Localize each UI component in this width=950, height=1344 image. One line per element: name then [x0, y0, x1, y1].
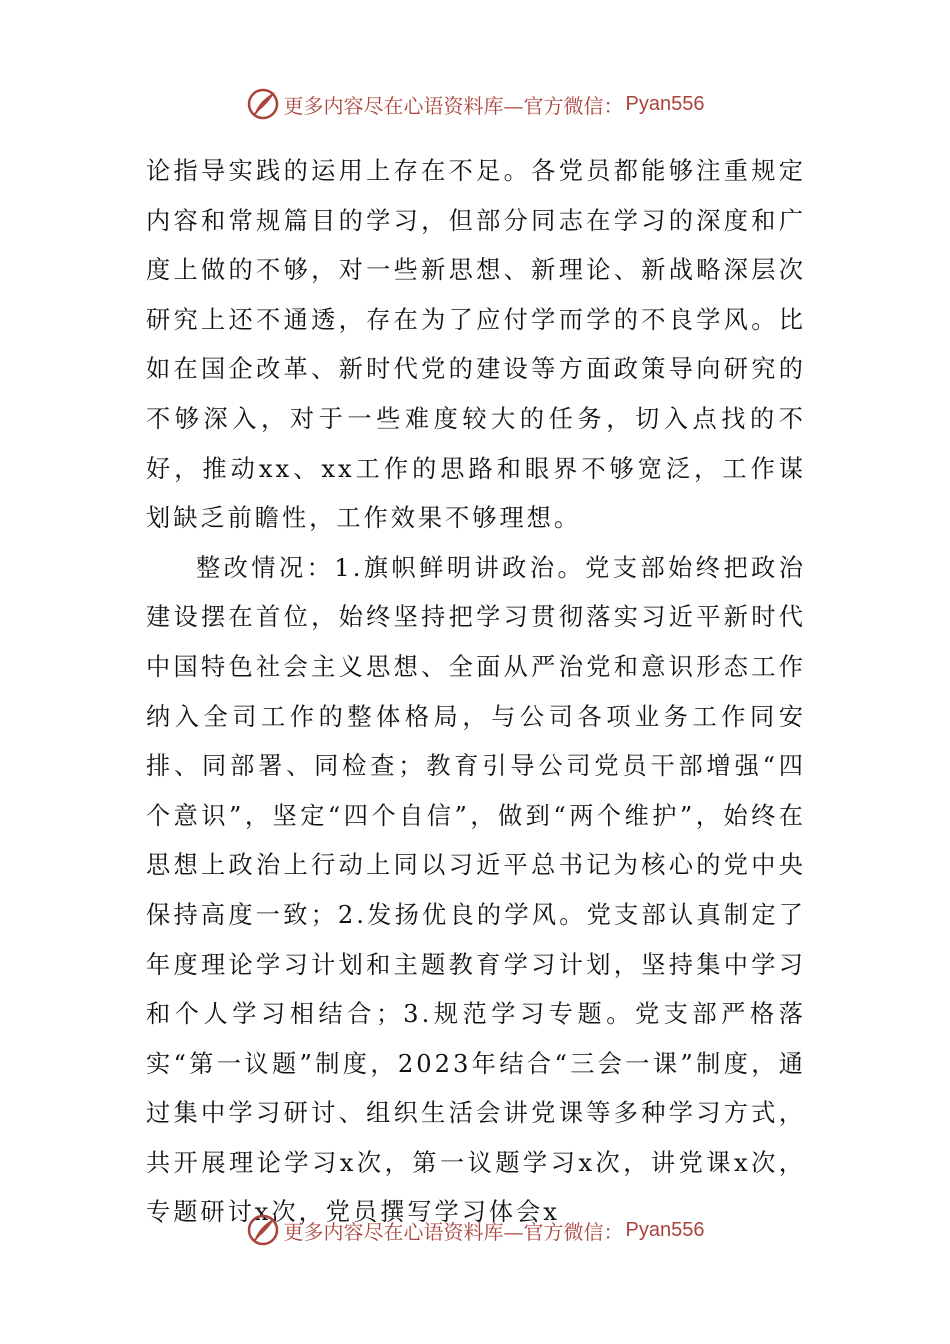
header-watermark-text: 更多内容尽在心语资料库—官方微信： [283, 93, 624, 118]
footer-watermark-text: 更多内容尽在心语资料库—官方微信： [283, 1219, 624, 1244]
paragraph-1: 论指导实践的运用上存在不足。各党员都能够注重规定内容和常规篇目的学习，但部分同志在学习的深度和广度上做的不够，对一些新思想、新理论、新战略深层次研究上还不通透，存在为了应付学而学的不良学风。比如在国企改革、新时代党的建设等方面政策导向研究的不够深入，对于一些难度较大的任务，切入点找的不好，推动xx、xx工作的思路和眼界不够宽泛，工作谋划缺乏前瞻性，工作效果不够理想。 [146, 157, 806, 533]
footer-wechat-id: Pyan556 [625, 1218, 705, 1241]
quill-logo-icon [246, 1213, 280, 1247]
paragraph-2: 整改情况：1.旗帜鲜明讲政治。党支部始终把政治建设摆在首位，始终坚持把学习贯彻落实习近平新时代中国特色社会主义思想、全面从严治党和意识形态工作纳入全司工作的整体格局，与公司各项业务工作同安排、同部署、同检查；教育引导公司党员干部增强“四个意识”，坚定“四个自信”，做到“两个维护”，始终在思想上政治上行动上同以习近平总书记为核心的党中央保持高度一致；2.发扬优良的学风。党支部认真制定了年度理论学习计划和主题教育学习计划，坚持集中学习和个人学习相结合；3.规范学习专题。党支部严格落实“第一议题”制度，2023年结合“三会一课”制度，通过集中学习研讨、组织生活会讲党课等多种学习方式，共开展理论学习x次，第一议题学习x次，讲党课x次，专题研讨x次，党员撰写学习体会x [146, 553, 806, 1227]
header-wechat-id: Pyan556 [625, 92, 705, 115]
header-watermark [0, 84, 950, 124]
footer-watermark [0, 1210, 950, 1250]
quill-logo-icon [246, 87, 280, 121]
document-body [146, 147, 806, 1238]
